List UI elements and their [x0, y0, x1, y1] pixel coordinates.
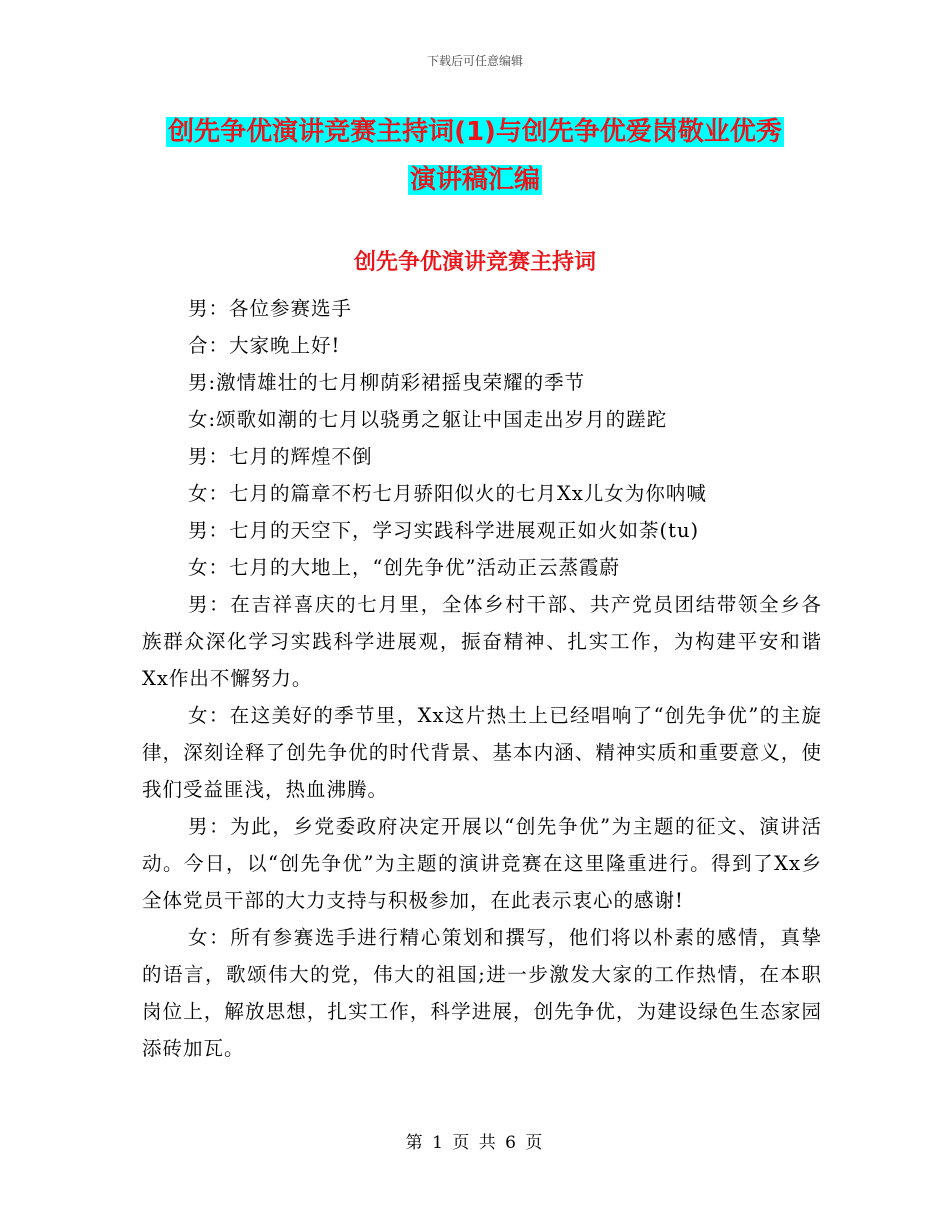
dialogue-line: 女:颂歌如潮的七月以骁勇之躯让中国走出岁月的蹉跎 [188, 408, 668, 431]
dialogue-line: 男：七月的辉煌不倒 [188, 445, 373, 468]
dialogue-paragraph: 男：在吉祥喜庆的七月里，全体乡村干部、共产党员团结带领全乡各族群众深化学习实践科学进展观，振奋精神、扎实工作，为构建平安和谐Xx作出不懈努力。 [142, 593, 822, 690]
document-title-line-1: 创先争优演讲竞赛主持词(1)与创先争优爱岗敬业优秀 [168, 117, 782, 147]
document-body [142, 290, 822, 1067]
dialogue-line: 女：七月的篇章不朽七月骄阳似火的七月Xx儿女为你呐喊 [188, 482, 707, 505]
document-title-line-2: 演讲稿汇编 [409, 165, 540, 195]
dialogue-line: 男：七月的天空下，学习实践科学进展观正如火如荼(tu) [188, 519, 700, 542]
document-title [0, 108, 950, 204]
section-title: 创先争优演讲竞赛主持词 [353, 250, 596, 275]
dialogue-line: 男：各位参赛选手 [188, 297, 353, 320]
dialogue-line: 男:激情雄壮的七月柳荫彩裙摇曳荣耀的季节 [188, 371, 586, 394]
page-header: 下载后可任意编辑 [426, 54, 523, 68]
page-footer: 第 1 页 共 6 页 [405, 1133, 545, 1153]
dialogue-paragraph: 女：所有参赛选手进行精心策划和撰写，他们将以朴素的感情，真挚的语言，歌颂伟大的党，伟大的祖国;进一步激发大家的工作热情，在本职岗位上，解放思想，扎实工作，科学进展，创先争优，为建设绿色生态家园添砖加瓦。 [142, 926, 822, 1060]
dialogue-paragraph: 女：在这美好的季节里，Xx这片热土上已经唱响了“创先争优”的主旋律，深刻诠释了创先争优的时代背景、基本内涵、精神实质和重要意义，使我们受益匪浅，热血沸腾。 [142, 704, 822, 801]
dialogue-line: 女：七月的大地上，“创先争优”活动正云蒸霞蔚 [188, 556, 620, 579]
dialogue-line: 合：大家晚上好! [188, 334, 341, 357]
dialogue-paragraph: 男：为此，乡党委政府决定开展以“创先争优”为主题的征文、演讲活动。今日，以“创先争优”为主题的演讲竞赛在这里隆重进行。得到了Xx乡全体党员干部的大力支持与积极参加，在此表示衷心的感谢! [142, 815, 822, 912]
